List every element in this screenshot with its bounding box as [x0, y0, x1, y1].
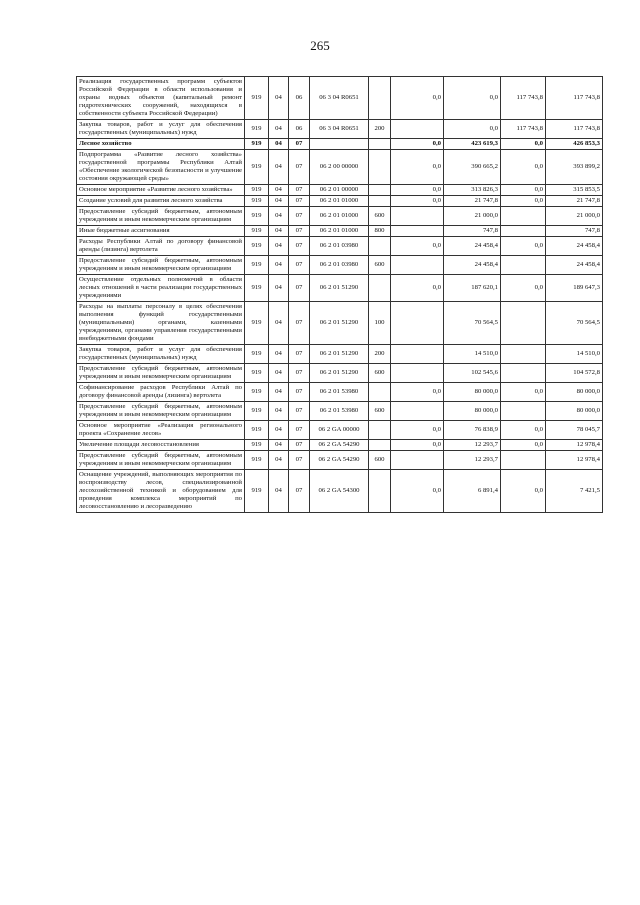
row-value-3	[501, 345, 546, 364]
row-subsection-code: 07	[289, 421, 310, 440]
row-value-4: 117 743,8	[546, 77, 603, 120]
row-section-code: 04	[269, 440, 289, 451]
row-admin-code: 919	[245, 77, 269, 120]
page-number: 265	[310, 38, 330, 53]
row-section-code: 04	[269, 302, 289, 345]
row-name: Создание условий для развития лесного хозяйства	[77, 196, 245, 207]
row-expense-type: 600	[369, 402, 391, 421]
row-admin-code: 919	[245, 364, 269, 383]
table-row	[77, 451, 603, 470]
row-expense-type: 200	[369, 345, 391, 364]
row-target-article: 06 2 GA 54290	[310, 451, 369, 470]
row-admin-code: 919	[245, 207, 269, 226]
row-target-article: 06 2 01 03980	[310, 256, 369, 275]
row-section-code: 04	[269, 150, 289, 185]
row-admin-code: 919	[245, 440, 269, 451]
row-admin-code: 919	[245, 256, 269, 275]
row-section-code: 04	[269, 421, 289, 440]
table-row	[77, 77, 603, 120]
row-section-code: 04	[269, 120, 289, 139]
row-subsection-code: 07	[289, 345, 310, 364]
row-expense-type: 600	[369, 207, 391, 226]
budget-table	[76, 76, 603, 513]
row-subsection-code: 07	[289, 364, 310, 383]
row-value-2: 24 458,4	[444, 256, 501, 275]
row-target-article: 06 2 GA 54290	[310, 440, 369, 451]
row-value-2: 80 000,0	[444, 383, 501, 402]
row-admin-code: 919	[245, 150, 269, 185]
row-expense-type	[369, 237, 391, 256]
row-value-2: 12 293,7	[444, 451, 501, 470]
row-value-4: 80 000,0	[546, 402, 603, 421]
row-value-1: 0,0	[391, 275, 444, 302]
row-name: Основное мероприятие «Развитие лесного хозяйства»	[77, 185, 245, 196]
row-subsection-code: 07	[289, 470, 310, 513]
row-target-article: 06 2 00 00000	[310, 150, 369, 185]
row-value-2: 0,0	[444, 77, 501, 120]
row-expense-type	[369, 275, 391, 302]
row-value-3	[501, 256, 546, 275]
row-target-article: 06 2 01 51290	[310, 302, 369, 345]
row-target-article: 06 2 01 51290	[310, 345, 369, 364]
row-admin-code: 919	[245, 120, 269, 139]
row-name: Оснащение учреждений, выполняющих мероприятия по воспроизводству лесов, специализированной лесохозяйственной техникой и оборудованием для проведения комплекса мероприятий по лесовосстановлению и лесоразведению	[77, 470, 245, 513]
row-admin-code: 919	[245, 226, 269, 237]
row-section-code: 04	[269, 345, 289, 364]
row-value-3: 0,0	[501, 185, 546, 196]
row-value-3	[501, 451, 546, 470]
table-row	[77, 302, 603, 345]
table-row	[77, 402, 603, 421]
row-admin-code: 919	[245, 402, 269, 421]
row-name: Закупка товаров, работ и услуг для обеспечения государственных (муниципальных) нужд	[77, 120, 245, 139]
table-row	[77, 150, 603, 185]
row-admin-code: 919	[245, 345, 269, 364]
row-section-code: 04	[269, 77, 289, 120]
row-expense-type	[369, 196, 391, 207]
row-subsection-code: 07	[289, 237, 310, 256]
row-section-code: 04	[269, 237, 289, 256]
row-expense-type	[369, 185, 391, 196]
row-value-4: 24 458,4	[546, 256, 603, 275]
row-value-1: 0,0	[391, 196, 444, 207]
row-subsection-code: 07	[289, 402, 310, 421]
row-subsection-code: 07	[289, 451, 310, 470]
row-subsection-code: 07	[289, 256, 310, 275]
row-value-3	[501, 207, 546, 226]
row-value-2: 21 000,0	[444, 207, 501, 226]
row-section-code: 04	[269, 275, 289, 302]
row-value-2: 6 891,4	[444, 470, 501, 513]
row-subsection-code: 07	[289, 139, 310, 150]
row-value-1: 0,0	[391, 139, 444, 150]
row-value-3: 0,0	[501, 196, 546, 207]
row-name: Расходы на выплаты персоналу в целях обеспечения выполнения функций государственными (муниципальными) органами, казенными учреждениями, органами управления государственными внебюджетными фондами	[77, 302, 245, 345]
row-expense-type	[369, 77, 391, 120]
row-value-2: 423 619,3	[444, 139, 501, 150]
row-expense-type: 800	[369, 226, 391, 237]
row-value-1: 0,0	[391, 440, 444, 451]
row-value-3	[501, 226, 546, 237]
row-name: Лесное хозяйство	[77, 139, 245, 150]
row-value-2: 21 747,8	[444, 196, 501, 207]
row-value-4: 7 421,5	[546, 470, 603, 513]
row-name: Предоставление субсидий бюджетным, автономным учреждениям и иным некоммерческим организациям	[77, 402, 245, 421]
row-value-3	[501, 402, 546, 421]
row-value-4: 24 458,4	[546, 237, 603, 256]
row-value-1	[391, 451, 444, 470]
row-name: Подпрограмма «Развитие лесного хозяйства» государственной программы Республики Алтай «Обеспечение экологической безопасности и улучшение состояния окружающей среды»	[77, 150, 245, 185]
row-value-1	[391, 256, 444, 275]
row-name: Основное мероприятие «Реализация регионального проекта «Сохранение лесов»	[77, 421, 245, 440]
row-name: Иные бюджетные ассигнования	[77, 226, 245, 237]
row-admin-code: 919	[245, 275, 269, 302]
row-expense-type: 100	[369, 302, 391, 345]
row-admin-code: 919	[245, 237, 269, 256]
row-target-article: 06 2 01 51290	[310, 364, 369, 383]
row-section-code: 04	[269, 383, 289, 402]
table-row	[77, 139, 603, 150]
row-admin-code: 919	[245, 139, 269, 150]
row-value-3: 117 743,8	[501, 77, 546, 120]
row-value-1: 0,0	[391, 185, 444, 196]
table-row	[77, 470, 603, 513]
row-value-1	[391, 226, 444, 237]
row-value-4: 117 743,8	[546, 120, 603, 139]
row-value-4: 70 564,5	[546, 302, 603, 345]
row-expense-type	[369, 470, 391, 513]
row-value-3: 117 743,8	[501, 120, 546, 139]
row-value-4: 747,8	[546, 226, 603, 237]
row-value-2: 80 000,0	[444, 402, 501, 421]
table-row	[77, 364, 603, 383]
row-value-1: 0,0	[391, 421, 444, 440]
row-admin-code: 919	[245, 470, 269, 513]
row-expense-type	[369, 150, 391, 185]
row-value-1: 0,0	[391, 77, 444, 120]
row-value-4: 426 853,3	[546, 139, 603, 150]
row-section-code: 04	[269, 364, 289, 383]
table-row	[77, 275, 603, 302]
row-subsection-code: 07	[289, 185, 310, 196]
row-value-2: 14 510,0	[444, 345, 501, 364]
row-subsection-code: 07	[289, 196, 310, 207]
row-name: Предоставление субсидий бюджетным, автономным учреждениям и иным некоммерческим организациям	[77, 256, 245, 275]
row-value-1: 0,0	[391, 150, 444, 185]
row-admin-code: 919	[245, 185, 269, 196]
row-value-2: 0,0	[444, 120, 501, 139]
row-subsection-code: 07	[289, 302, 310, 345]
row-value-2: 747,8	[444, 226, 501, 237]
row-value-3	[501, 364, 546, 383]
row-value-2: 187 620,1	[444, 275, 501, 302]
row-value-2: 12 293,7	[444, 440, 501, 451]
row-expense-type	[369, 440, 391, 451]
row-target-article	[310, 139, 369, 150]
row-value-2: 76 838,9	[444, 421, 501, 440]
row-value-1	[391, 120, 444, 139]
table-row	[77, 421, 603, 440]
table-row	[77, 120, 603, 139]
table-row	[77, 256, 603, 275]
row-subsection-code: 06	[289, 77, 310, 120]
row-target-article: 06 2 01 01000	[310, 226, 369, 237]
row-value-3: 0,0	[501, 237, 546, 256]
row-value-2: 24 458,4	[444, 237, 501, 256]
row-target-article: 06 2 01 00000	[310, 185, 369, 196]
row-value-4: 104 572,8	[546, 364, 603, 383]
row-target-article: 06 3 04 R0651	[310, 77, 369, 120]
table-body	[77, 77, 603, 513]
row-name: Осуществление отдельных полномочий в области лесных отношений в части реализации государственных учреждениями	[77, 275, 245, 302]
row-admin-code: 919	[245, 421, 269, 440]
row-name: Предоставление субсидий бюджетным, автономным учреждениям и иным некоммерческим организациям	[77, 364, 245, 383]
row-value-2: 313 826,3	[444, 185, 501, 196]
row-value-4: 21 000,0	[546, 207, 603, 226]
row-name: Софинансирование расходов Республики Алтай по договору финансовой аренды (лизинга) вертолета	[77, 383, 245, 402]
row-value-1: 0,0	[391, 237, 444, 256]
row-value-4: 12 978,4	[546, 451, 603, 470]
row-value-3: 0,0	[501, 421, 546, 440]
row-value-4: 393 899,2	[546, 150, 603, 185]
row-section-code: 04	[269, 196, 289, 207]
row-expense-type: 600	[369, 364, 391, 383]
row-value-2: 102 545,6	[444, 364, 501, 383]
row-section-code: 04	[269, 185, 289, 196]
row-target-article: 06 2 01 53980	[310, 383, 369, 402]
row-subsection-code: 07	[289, 440, 310, 451]
row-subsection-code: 07	[289, 383, 310, 402]
row-value-4: 14 510,0	[546, 345, 603, 364]
row-value-3: 0,0	[501, 139, 546, 150]
row-subsection-code: 06	[289, 120, 310, 139]
row-value-3	[501, 302, 546, 345]
row-name: Предоставление субсидий бюджетным, автономным учреждениям и иным некоммерческим организациям	[77, 451, 245, 470]
row-target-article: 06 2 01 03980	[310, 237, 369, 256]
row-admin-code: 919	[245, 451, 269, 470]
row-subsection-code: 07	[289, 275, 310, 302]
row-target-article: 06 2 GA 54300	[310, 470, 369, 513]
row-name: Закупка товаров, работ и услуг для обеспечения государственных (муниципальных) нужд	[77, 345, 245, 364]
row-value-4: 78 045,7	[546, 421, 603, 440]
row-subsection-code: 07	[289, 150, 310, 185]
row-section-code: 04	[269, 139, 289, 150]
row-value-3: 0,0	[501, 470, 546, 513]
table-row	[77, 237, 603, 256]
row-value-1	[391, 207, 444, 226]
row-value-1: 0,0	[391, 470, 444, 513]
row-expense-type	[369, 421, 391, 440]
row-expense-type	[369, 139, 391, 150]
row-target-article: 06 3 04 R0651	[310, 120, 369, 139]
row-value-1: 0,0	[391, 383, 444, 402]
row-admin-code: 919	[245, 302, 269, 345]
row-name: Расходы Республики Алтай по договору финансовой аренды (лизинга) вертолета	[77, 237, 245, 256]
row-subsection-code: 07	[289, 226, 310, 237]
table-row	[77, 440, 603, 451]
row-section-code: 04	[269, 402, 289, 421]
row-value-2: 70 564,5	[444, 302, 501, 345]
row-value-3: 0,0	[501, 275, 546, 302]
row-section-code: 04	[269, 256, 289, 275]
row-expense-type: 600	[369, 256, 391, 275]
row-target-article: 06 2 01 53980	[310, 402, 369, 421]
row-section-code: 04	[269, 451, 289, 470]
table-row	[77, 207, 603, 226]
row-section-code: 04	[269, 226, 289, 237]
row-value-4: 12 978,4	[546, 440, 603, 451]
row-target-article: 06 2 01 01000	[310, 207, 369, 226]
row-name: Реализация государственных программ субъектов Российской Федерации в области использования и охраны водных объектов (капитальный ремонт гидротехнических сооружений, находящихся в собственности субъекта Российской Федерации)	[77, 77, 245, 120]
table-row	[77, 345, 603, 364]
row-admin-code: 919	[245, 383, 269, 402]
row-value-3: 0,0	[501, 440, 546, 451]
row-subsection-code: 07	[289, 207, 310, 226]
row-value-1	[391, 302, 444, 345]
row-section-code: 04	[269, 207, 289, 226]
row-target-article: 06 2 GA 00000	[310, 421, 369, 440]
row-value-4: 80 000,0	[546, 383, 603, 402]
table-row	[77, 196, 603, 207]
row-value-1	[391, 345, 444, 364]
row-value-4: 315 853,5	[546, 185, 603, 196]
table-row	[77, 383, 603, 402]
table-row	[77, 185, 603, 196]
row-value-4: 21 747,8	[546, 196, 603, 207]
table-row	[77, 226, 603, 237]
row-expense-type	[369, 383, 391, 402]
row-admin-code: 919	[245, 196, 269, 207]
row-expense-type: 200	[369, 120, 391, 139]
row-section-code: 04	[269, 470, 289, 513]
row-value-1	[391, 402, 444, 421]
row-expense-type: 600	[369, 451, 391, 470]
row-value-3: 0,0	[501, 383, 546, 402]
row-value-4: 189 647,3	[546, 275, 603, 302]
row-target-article: 06 2 01 51290	[310, 275, 369, 302]
row-value-1	[391, 364, 444, 383]
row-target-article: 06 2 01 01000	[310, 196, 369, 207]
row-name: Увеличение площади лесовосстановления	[77, 440, 245, 451]
row-value-3: 0,0	[501, 150, 546, 185]
row-value-2: 390 665,2	[444, 150, 501, 185]
row-name: Предоставление субсидий бюджетным, автономным учреждениям и иным некоммерческим организациям	[77, 207, 245, 226]
